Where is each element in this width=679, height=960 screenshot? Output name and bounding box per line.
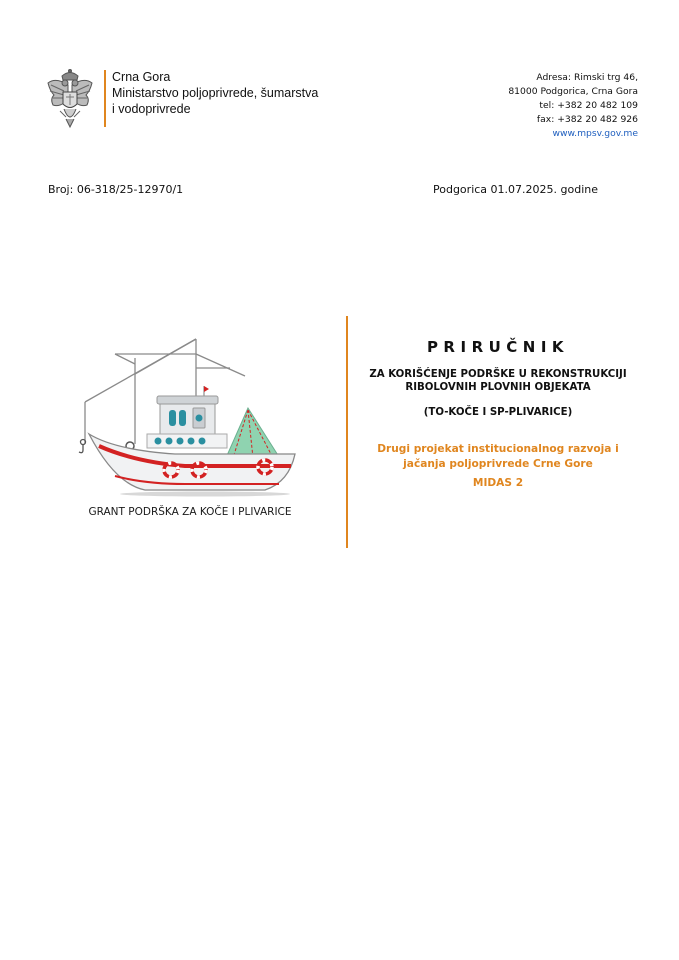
address-phone: tel: +382 20 482 109 — [539, 100, 638, 111]
header-divider — [104, 70, 106, 127]
vertical-divider — [346, 316, 348, 548]
document-title: PRIRUČNIK — [426, 338, 570, 356]
ministry-name — [112, 69, 318, 117]
website-link[interactable]: www.mpsv.gov.me — [552, 128, 638, 139]
document-subtitle: ZA KORIŠĆENJE PODRŠKE U REKONSTRUKCIJI RIBOLOVNIH PLOVNIH OBJEKATA — [369, 369, 627, 393]
project-name: Drugi projekat institucionalnog razvoja i jačanja poljoprivrede Crne Gore — [377, 443, 619, 470]
place-date: Podgorica 01.07.2025. godine — [433, 183, 598, 196]
coat-of-arms-icon — [44, 67, 96, 129]
illustration-caption: GRANT PODRŠKA ZA KOČE I PLIVARICE — [88, 506, 292, 518]
address-street: Adresa: Rimski trg 46, — [536, 72, 638, 83]
address-block — [508, 71, 638, 141]
address-city: 81000 Podgorica, Crna Gora — [508, 86, 638, 97]
ministry-line-country: Crna Gora — [112, 70, 171, 84]
project-code: MIDAS 2 — [472, 477, 524, 489]
ministry-line-name: Ministarstvo poljoprivrede, šumarstva — [112, 86, 319, 100]
fishing-boat-illustration — [75, 334, 300, 497]
ministry-line-name-cont: i vodoprivrede — [112, 102, 191, 116]
document-subtitle-note: (TO-KOČE I SP-PLIVARICE) — [423, 407, 573, 418]
document-number: Broj: 06-318/25-12970/1 — [48, 183, 184, 196]
title-block — [362, 338, 634, 489]
address-fax: fax: +382 20 482 926 — [536, 114, 638, 125]
